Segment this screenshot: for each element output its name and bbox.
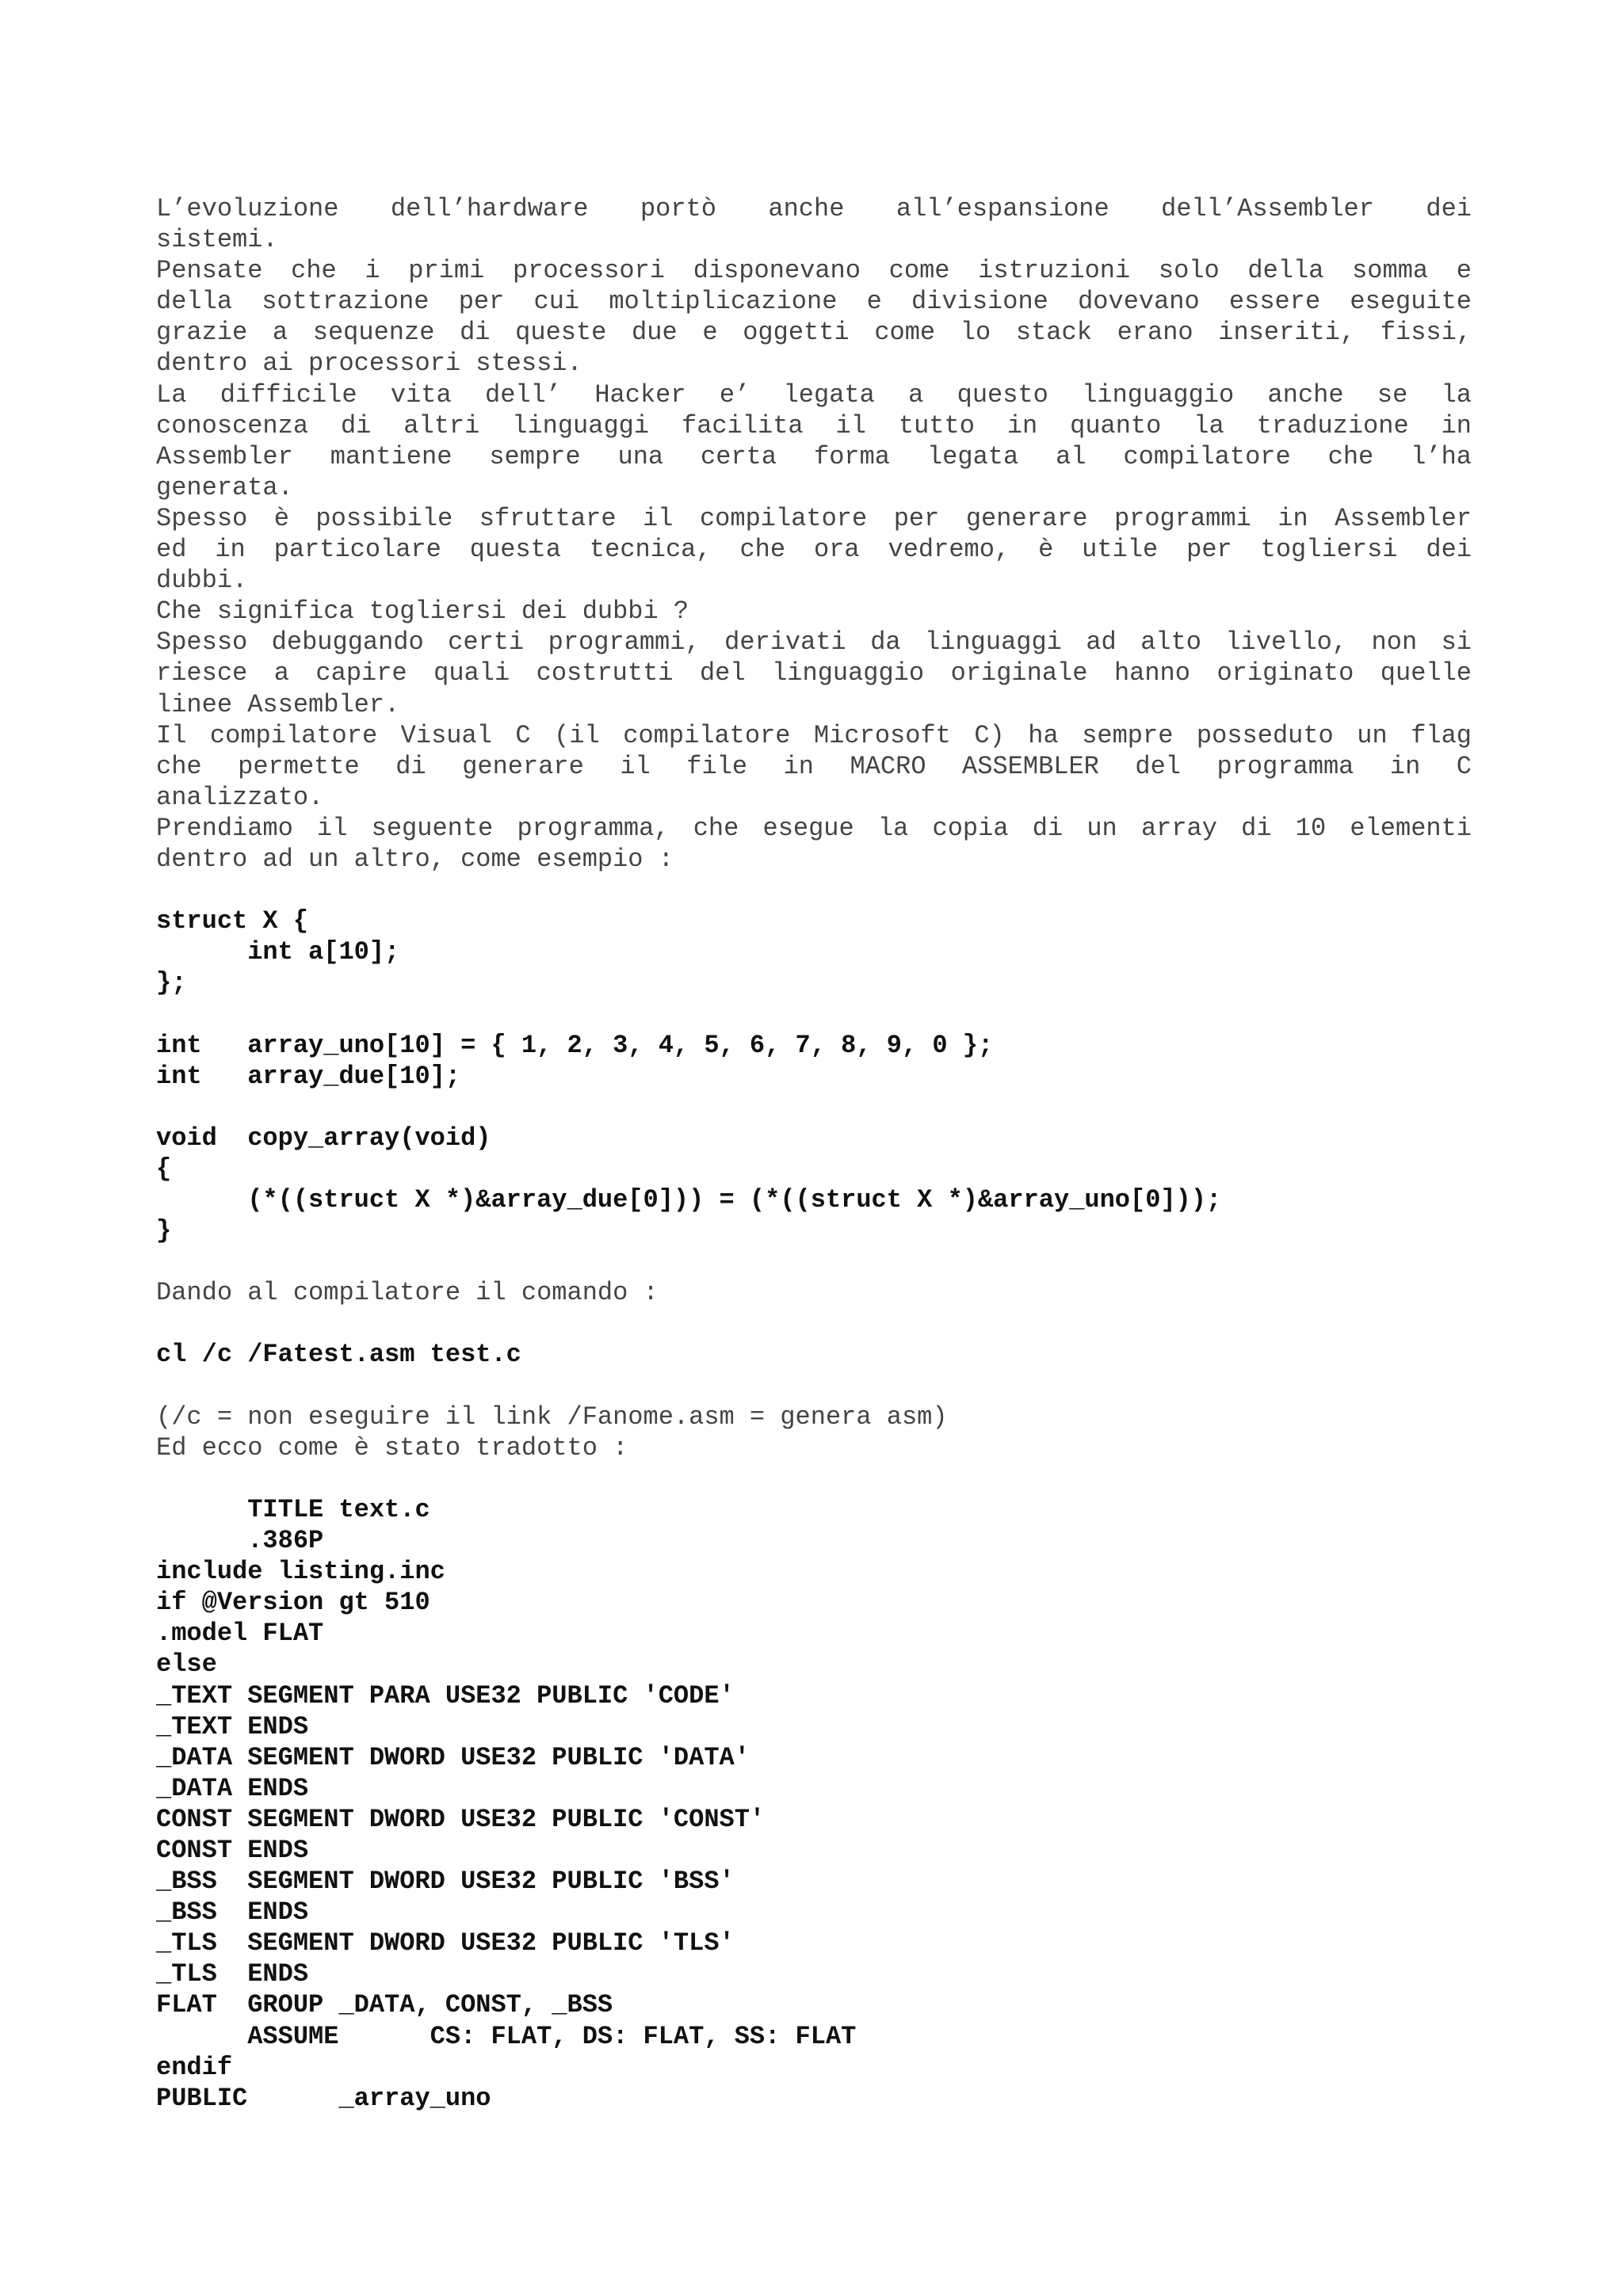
code-line: void copy_array(void): [156, 1123, 491, 1153]
asm-line: _BSS SEGMENT DWORD USE32 PUBLIC 'BSS': [156, 1867, 735, 1897]
paragraph-line: Assembler mantiene sempre una certa forma legata al compilatore che l’ha: [156, 441, 1472, 471]
asm-line: CONST SEGMENT DWORD USE32 PUBLIC 'CONST': [156, 1804, 766, 1834]
intro-paragraphs: [156, 193, 1472, 875]
asm-line: .model FLAT: [156, 1619, 324, 1649]
paragraph-line: L’evoluzione dell’hardware portò anche all’espansione dell’Assembler dei: [156, 194, 1472, 223]
code-line: int a[10];: [156, 937, 400, 967]
code-line: {: [156, 1154, 172, 1184]
spacer: [156, 1308, 1472, 1339]
paragraph-line: che permette di generare il file in MACRO ASSEMBLER del programma in C: [156, 751, 1472, 781]
spacer: [156, 1463, 1472, 1494]
asm-line: _DATA ENDS: [156, 1773, 309, 1803]
paragraph-line: riesce a capire quali costrutti del linguaggio originale hanno originato quelle: [156, 658, 1472, 688]
paragraph-line: linee Assembler.: [156, 689, 400, 719]
document-page: [156, 193, 1472, 2114]
spacer: [156, 875, 1472, 906]
paragraph-line: generata.: [156, 472, 293, 502]
code-line: }: [156, 1216, 172, 1246]
asm-line: if @Version gt 510: [156, 1588, 430, 1618]
code-line: (*((struct X *)&array_due[0])) = (*((struct X *)&array_uno[0]));: [156, 1185, 1222, 1215]
paragraph-line: (/c = non eseguire il link /Fanome.asm = genera asm): [156, 1402, 948, 1432]
code-line: [156, 998, 1472, 1029]
paragraph-line: dentro ai processori stessi.: [156, 349, 582, 379]
compiler-command: cl /c /Fatest.asm test.c: [156, 1340, 521, 1370]
asm-line: _TEXT SEGMENT PARA USE32 PUBLIC 'CODE': [156, 1680, 735, 1711]
asm-line: CONST ENDS: [156, 1835, 309, 1865]
paragraph-line: Il compilatore Visual C (il compilatore Microsoft C) ha sempre posseduto un flag: [156, 720, 1472, 750]
compiler-instruction-text: Dando al compilatore il comando :: [156, 1278, 659, 1308]
paragraph-line: della sottrazione per cui moltiplicazione e divisione dovevano essere eseguite: [156, 287, 1472, 317]
asm-line: .386P: [156, 1526, 324, 1556]
paragraph-line: Spesso debuggando certi programmi, derivati da linguaggi ad alto livello, non si: [156, 627, 1472, 658]
asm-line: _DATA SEGMENT DWORD USE32 PUBLIC 'DATA': [156, 1742, 750, 1772]
spacer: [156, 1371, 1472, 1402]
paragraph-line: dentro ad un altro, come esempio :: [156, 844, 674, 874]
asm-code-listing: [156, 1494, 1472, 2114]
paragraph-line: La difficile vita dell’ Hacker e’ legata a questo linguaggio anche se la: [156, 379, 1472, 410]
asm-line: TITLE text.c: [156, 1494, 430, 1524]
c-code-listing: [156, 906, 1472, 1246]
paragraph-line: Spesso è possibile sfruttare il compilatore per generare programmi in Assembler: [156, 503, 1472, 533]
paragraph-line: sistemi.: [156, 225, 278, 255]
spacer: [156, 1246, 1472, 1277]
paragraph-line: Che significa togliersi dei dubbi ?: [156, 597, 689, 627]
paragraph-line: grazie a sequenze di queste due e oggetti come lo stack erano inseriti, fissi,: [156, 318, 1472, 348]
code-line: int array_due[10];: [156, 1061, 461, 1091]
paragraph-line: Prendiamo il seguente programma, che esegue la copia di un array di 10 elementi: [156, 813, 1472, 843]
asm-line: PUBLIC _array_uno: [156, 2083, 491, 2113]
code-line: struct X {: [156, 906, 309, 936]
code-line: [156, 1092, 1472, 1123]
asm-line: _BSS ENDS: [156, 1897, 309, 1928]
paragraph-line: Pensate che i primi processori disponevano come istruzioni solo della somma e: [156, 256, 1472, 286]
asm-line: _TEXT ENDS: [156, 1711, 309, 1741]
asm-line: FLAT GROUP _DATA, CONST, _BSS: [156, 1990, 613, 2020]
paragraph-line: analizzato.: [156, 782, 324, 812]
paragraph-line: ed in particolare questa tecnica, che ora vedremo, è utile per togliersi dei: [156, 535, 1472, 565]
asm-line: ASSUME CS: FLAT, DS: FLAT, SS: FLAT: [156, 2021, 857, 2051]
code-line: int array_uno[10] = { 1, 2, 3, 4, 5, 6, 7, 8, 9, 0 };: [156, 1030, 994, 1060]
paragraph-line: dubbi.: [156, 566, 248, 596]
code-line: };: [156, 968, 187, 998]
translation-note: [156, 1402, 1472, 1463]
asm-line: else: [156, 1650, 217, 1680]
asm-line: include listing.inc: [156, 1557, 445, 1587]
paragraph-line: conoscenza di altri linguaggi facilita il tutto in quanto la traduzione in: [156, 410, 1472, 441]
paragraph-line: Ed ecco come è stato tradotto :: [156, 1432, 628, 1463]
asm-line: _TLS ENDS: [156, 1959, 309, 1989]
asm-line: endif: [156, 2052, 233, 2082]
asm-line: _TLS SEGMENT DWORD USE32 PUBLIC 'TLS': [156, 1928, 735, 1958]
